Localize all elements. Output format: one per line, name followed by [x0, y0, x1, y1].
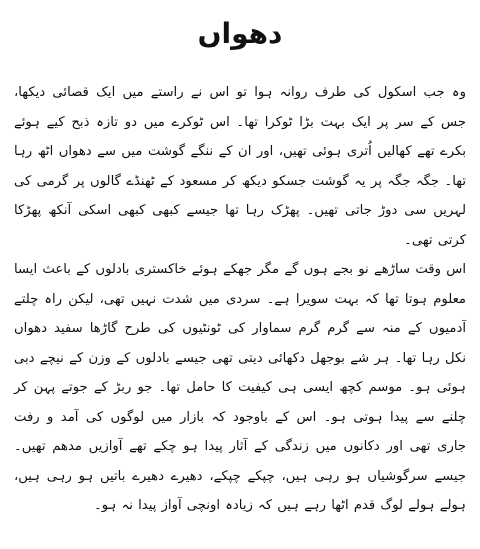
- document-title: دھواں: [197, 17, 283, 50]
- paragraph-2: اس وقت ساڑھے نو بجے ہوں گے مگر جھکے ہوئے خاکستری بادلوں کے باعث ایسا معلوم ہوتا تھا کہ بہت سویرا ہے۔ سردی میں شدت نہیں تھی، لیکن راہ چلتے آدمیوں کے منہ سے گرم گرم سماوار کی ٹونٹیوں کی طرح گاڑھا سفید دھواں نکل رہا تھا۔ ہر شے بوجھل دکھائی دیتی تھی جیسے بادلوں کے وزن کے نیچے دبی ہوئی ہو۔ موسم کچھ ایسی ہی کیفیت کا حامل تھا۔ جو ربڑ کے جوتے پہن کر چلنے سے پیدا ہوتی ہو۔ اس کے باوجود کہ بازار میں لوگوں کی آمد و رفت جاری تھی اور دکانوں میں زندگی کے آثار پیدا ہو چکے تھے آوازیں مدھم تھیں۔ جیسے سرگوشیاں ہو رہی ہیں، چپکے چپکے، دھیرے دھیرے باتیں ہو رہی ہیں، ہولے ہولے لوگ قدم اٹھا رہے ہیں کہ زیادہ اونچی آواز پیدا نہ ہو۔: [14, 262, 466, 513]
- paragraph-1: وہ جب اسکول کی طرف روانہ ہوا تو اس نے راستے میں ایک قصائی دیکھا، جس کے سر پر ایک بہت بڑا ٹوکرا تھا۔ اس ٹوکرے میں دو تازہ ذبح کیے ہوئے بکرے تھے کھالیں اُتری ہوئی تھیں، اور ان کے ننگے گوشت میں سے دھواں اٹھ رہا تھا۔ جگہ جگہ پر یہ گوشت جسکو دیکھ کر مسعود کے ٹھنڈے گالوں پر گرمی کی لہریں سی دوڑ جاتی تھیں۔ پھڑک رہا تھا جیسے کبھی کبھی اسکی آنکھ پھڑکا کرتی تھی۔: [14, 85, 466, 248]
